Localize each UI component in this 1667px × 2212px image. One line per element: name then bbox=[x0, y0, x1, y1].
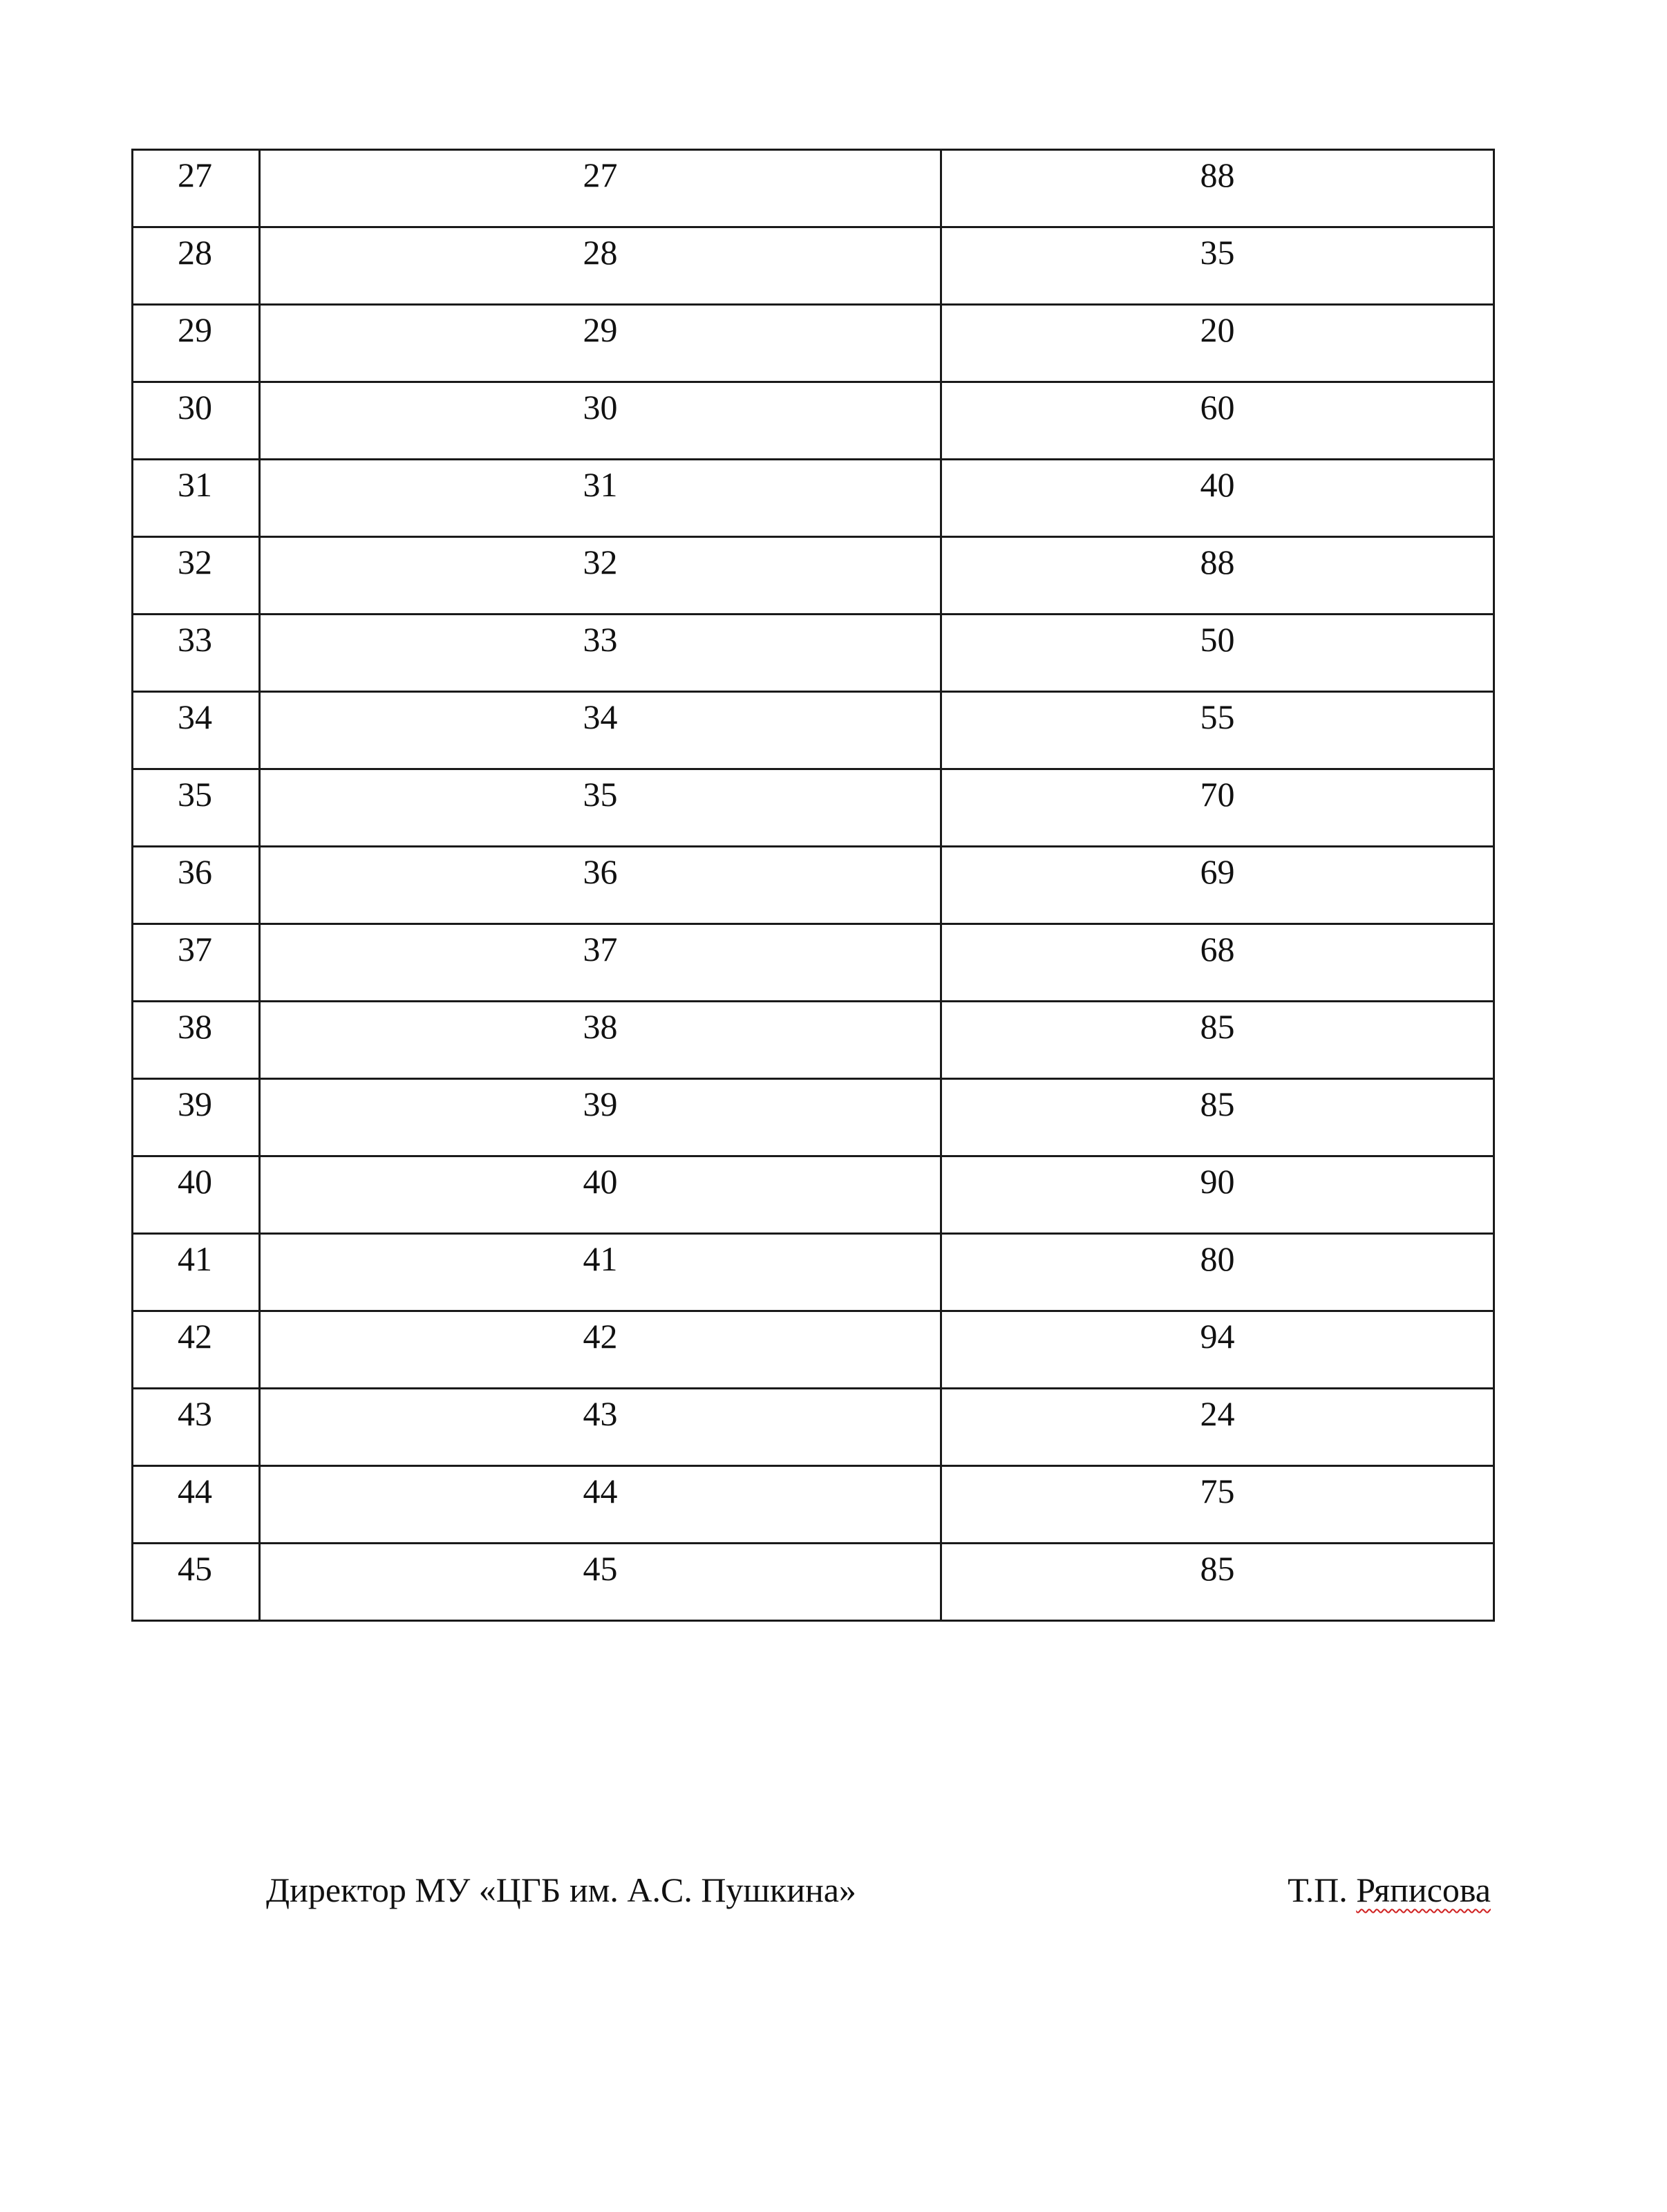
cell-row-number: 31 bbox=[133, 460, 260, 537]
cell-col3: 75 bbox=[941, 1466, 1494, 1544]
cell-col3: 68 bbox=[941, 924, 1494, 1002]
table-row bbox=[133, 1156, 1494, 1234]
cell-row-number: 37 bbox=[133, 924, 260, 1002]
data-table bbox=[131, 149, 1495, 1622]
cell-col3: 85 bbox=[941, 1544, 1494, 1621]
cell-col3: 88 bbox=[941, 537, 1494, 615]
signature-role: Директор МУ «ЦГБ им. А.С. Пушкина» bbox=[266, 1871, 856, 1909]
cell-col3: 94 bbox=[941, 1311, 1494, 1389]
cell-row-number: 33 bbox=[133, 615, 260, 692]
table-row bbox=[133, 847, 1494, 924]
table-row bbox=[133, 769, 1494, 847]
table-row bbox=[133, 1389, 1494, 1466]
cell-col2: 45 bbox=[260, 1544, 941, 1621]
cell-col2: 34 bbox=[260, 692, 941, 769]
signature-name bbox=[1288, 1870, 1491, 1910]
cell-col2: 41 bbox=[260, 1234, 941, 1311]
table-row bbox=[133, 1079, 1494, 1156]
table-row bbox=[133, 1466, 1494, 1544]
cell-col2: 39 bbox=[260, 1079, 941, 1156]
cell-col3: 70 bbox=[941, 769, 1494, 847]
cell-col3: 35 bbox=[941, 227, 1494, 305]
cell-col3: 40 bbox=[941, 460, 1494, 537]
cell-col2: 30 bbox=[260, 382, 941, 460]
table-row bbox=[133, 692, 1494, 769]
table-row bbox=[133, 1311, 1494, 1389]
cell-col3: 85 bbox=[941, 1002, 1494, 1079]
table-row bbox=[133, 1544, 1494, 1621]
cell-row-number: 42 bbox=[133, 1311, 260, 1389]
cell-col3: 60 bbox=[941, 382, 1494, 460]
table-row bbox=[133, 150, 1494, 227]
cell-col3: 80 bbox=[941, 1234, 1494, 1311]
table-row bbox=[133, 1234, 1494, 1311]
cell-col3: 85 bbox=[941, 1079, 1494, 1156]
cell-row-number: 41 bbox=[133, 1234, 260, 1311]
cell-col2: 33 bbox=[260, 615, 941, 692]
cell-col2: 42 bbox=[260, 1311, 941, 1389]
table-row bbox=[133, 1002, 1494, 1079]
cell-row-number: 43 bbox=[133, 1389, 260, 1466]
cell-col3: 20 bbox=[941, 305, 1494, 382]
cell-col2: 35 bbox=[260, 769, 941, 847]
signature-initials: Т.П. bbox=[1288, 1871, 1357, 1909]
cell-row-number: 27 bbox=[133, 150, 260, 227]
cell-col2: 31 bbox=[260, 460, 941, 537]
cell-col3: 90 bbox=[941, 1156, 1494, 1234]
cell-row-number: 39 bbox=[133, 1079, 260, 1156]
cell-col2: 40 bbox=[260, 1156, 941, 1234]
cell-row-number: 40 bbox=[133, 1156, 260, 1234]
cell-col2: 37 bbox=[260, 924, 941, 1002]
cell-col2: 43 bbox=[260, 1389, 941, 1466]
cell-row-number: 29 bbox=[133, 305, 260, 382]
cell-row-number: 44 bbox=[133, 1466, 260, 1544]
cell-col3: 69 bbox=[941, 847, 1494, 924]
cell-row-number: 34 bbox=[133, 692, 260, 769]
table-row bbox=[133, 924, 1494, 1002]
cell-row-number: 28 bbox=[133, 227, 260, 305]
cell-col3: 55 bbox=[941, 692, 1494, 769]
cell-col2: 28 bbox=[260, 227, 941, 305]
cell-row-number: 35 bbox=[133, 769, 260, 847]
table-row bbox=[133, 615, 1494, 692]
cell-col3: 24 bbox=[941, 1389, 1494, 1466]
cell-col2: 38 bbox=[260, 1002, 941, 1079]
cell-col2: 36 bbox=[260, 847, 941, 924]
table-row bbox=[133, 382, 1494, 460]
cell-col2: 44 bbox=[260, 1466, 941, 1544]
table-row bbox=[133, 227, 1494, 305]
table-row bbox=[133, 537, 1494, 615]
table-row bbox=[133, 460, 1494, 537]
cell-col3: 88 bbox=[941, 150, 1494, 227]
signature-surname: Ряписова bbox=[1356, 1871, 1491, 1909]
cell-col2: 27 bbox=[260, 150, 941, 227]
table-body bbox=[133, 150, 1494, 1621]
cell-col2: 29 bbox=[260, 305, 941, 382]
cell-col2: 32 bbox=[260, 537, 941, 615]
cell-row-number: 32 bbox=[133, 537, 260, 615]
cell-row-number: 36 bbox=[133, 847, 260, 924]
table-row bbox=[133, 305, 1494, 382]
cell-row-number: 30 bbox=[133, 382, 260, 460]
cell-row-number: 45 bbox=[133, 1544, 260, 1621]
cell-col3: 50 bbox=[941, 615, 1494, 692]
cell-row-number: 38 bbox=[133, 1002, 260, 1079]
